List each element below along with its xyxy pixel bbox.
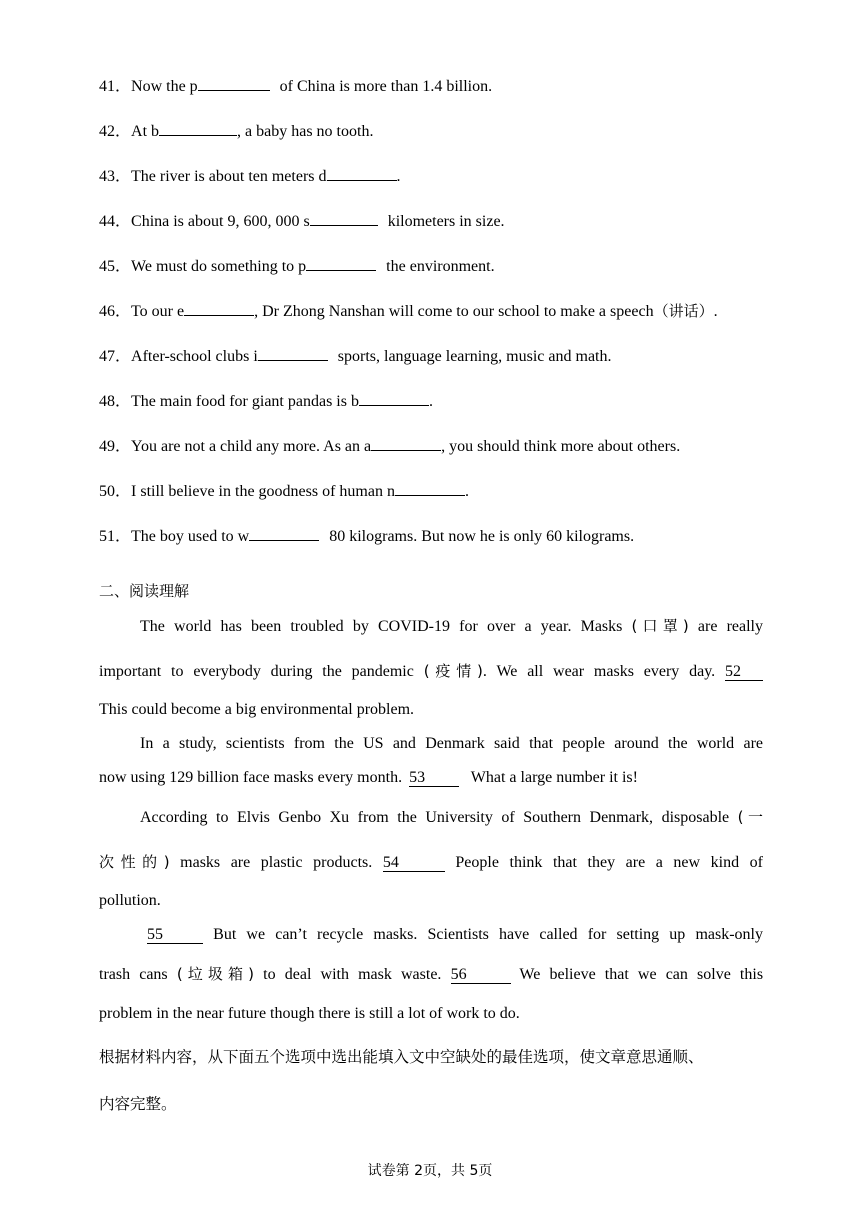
question-50	[99, 480, 469, 502]
question-text-before: The main food for giant pandas is b	[131, 393, 359, 410]
passage-p4-line1	[99, 925, 763, 945]
question-number: 42．	[99, 123, 132, 140]
question-number: 41．	[99, 78, 132, 95]
passage-text: What a large number it is!	[470, 769, 638, 786]
answer-blank[interactable]	[159, 120, 237, 136]
passage-p4-line2	[99, 964, 763, 985]
question-text-after: of China is more than 1.4 billion.	[275, 78, 493, 95]
passage-text: People think that they are a new kind of	[455, 854, 764, 871]
blank-56[interactable]: 56	[451, 966, 511, 984]
question-text-before: After-school clubs i	[131, 348, 258, 365]
chinese-gloss: (一	[737, 808, 764, 826]
passage-text: now using 129 billion face masks every month.	[99, 769, 403, 786]
passage-text: problem in the near future though there is still a lot of work to do.	[99, 1005, 520, 1022]
passage-text: . We all wear masks every day.	[482, 663, 716, 680]
question-42	[99, 120, 373, 142]
passage-text: important to everybody during the pandemic	[99, 663, 414, 680]
chinese-gloss: (垃圾箱)	[176, 965, 255, 983]
question-44	[99, 210, 505, 232]
passage-p1-line1	[99, 616, 763, 637]
passage-text: masks are plastic products.	[180, 854, 373, 871]
chinese-gloss: (口罩)	[631, 617, 689, 635]
question-number: 51．	[99, 528, 132, 545]
question-text-before: We must do something to p	[131, 258, 307, 275]
question-number: 48．	[99, 393, 132, 410]
passage-p4-line3	[99, 1004, 763, 1024]
chinese-gloss: (疫情)	[423, 662, 483, 680]
question-49	[99, 435, 680, 457]
answer-blank[interactable]	[258, 345, 328, 361]
question-41	[99, 75, 492, 97]
answer-blank[interactable]	[359, 390, 429, 406]
passage-text: to deal with mask waste.	[263, 966, 442, 983]
question-text-before: The boy used to w	[131, 528, 250, 545]
answer-blank[interactable]	[184, 300, 254, 316]
blank-55[interactable]: 55	[147, 926, 203, 944]
question-number: 43．	[99, 168, 132, 185]
question-number: 50．	[99, 483, 132, 500]
passage-p1-line3	[99, 700, 763, 720]
instruction-line2: 内容完整。	[99, 1095, 177, 1113]
question-text-after: .	[428, 393, 433, 410]
blank-52[interactable]: 52	[725, 663, 763, 681]
question-number: 47．	[99, 348, 132, 365]
passage-p2-line1	[99, 734, 763, 754]
passage-text: In a study, scientists from the US and Denmark said that people around the world are	[140, 735, 763, 752]
question-43	[99, 165, 401, 187]
passage-text: trash cans	[99, 966, 168, 983]
question-45	[99, 255, 495, 277]
question-number: 49．	[99, 438, 132, 455]
page-footer: 试卷第 2页，共 5页	[367, 1163, 493, 1179]
question-text-after: , you should think more about others.	[441, 438, 681, 455]
question-text-after: 80 kilograms. But now he is only 60 kilograms.	[325, 528, 635, 545]
passage-text: pollution.	[99, 892, 161, 909]
question-text-after: , Dr Zhong Nanshan will come to our school to make a speech	[254, 303, 654, 320]
answer-blank[interactable]	[306, 255, 376, 271]
passage-text: This could become a big environmental problem.	[99, 701, 415, 718]
answer-blank[interactable]	[249, 525, 319, 541]
question-text-before: To our e	[131, 303, 185, 320]
passage-text: The world has been troubled by COVID-19 for over a year. Masks	[140, 618, 623, 635]
blank-54[interactable]: 54	[383, 854, 445, 872]
question-text-before: At b	[131, 123, 160, 140]
passage-p2-line2	[99, 768, 763, 788]
passage-p1-line2	[99, 661, 763, 682]
question-text-before: You are not a child any more. As an a	[131, 438, 372, 455]
blank-53[interactable]: 53	[409, 769, 459, 787]
answer-blank[interactable]	[327, 165, 397, 181]
instruction-line1: 根据材料内容，从下面五个选项中选出能填入文中空缺处的最佳选项，使文章意思通顺、	[99, 1048, 704, 1066]
question-48	[99, 390, 433, 412]
passage-text: According to Elvis Genbo Xu from the University of Southern Denmark, disposable	[140, 809, 730, 826]
answer-blank[interactable]	[371, 435, 441, 451]
question-51	[99, 525, 634, 547]
question-text-after: .	[396, 168, 401, 185]
passage-p3-line3	[99, 891, 763, 911]
answer-blank[interactable]	[198, 75, 270, 91]
passage-p3-line1	[99, 807, 763, 828]
section-title: 二、阅读理解	[99, 582, 190, 600]
question-number: 45．	[99, 258, 132, 275]
question-text-before: Now the p	[131, 78, 198, 95]
question-46	[99, 300, 718, 322]
passage-text: We believe that we can solve this	[519, 966, 764, 983]
question-47	[99, 345, 612, 367]
chinese-gloss: 次性的)	[99, 853, 170, 871]
question-text-after: , a baby has no tooth.	[237, 123, 374, 140]
question-text-before: I still believe in the goodness of human n	[131, 483, 395, 500]
passage-text: But we can’t recycle masks. Scientists have called for setting up mask-only	[213, 926, 764, 943]
question-text-tail: .	[713, 303, 718, 320]
passage-p3-line2	[99, 852, 763, 873]
question-text-before: The river is about ten meters d	[131, 168, 327, 185]
answer-blank[interactable]	[310, 210, 378, 226]
question-text-before: China is about 9, 600, 000 s	[131, 213, 310, 230]
question-text-after: sports, language learning, music and math.	[333, 348, 612, 365]
passage-text: are really	[697, 618, 763, 635]
answer-blank[interactable]	[395, 480, 465, 496]
question-text-after: .	[464, 483, 469, 500]
question-number: 46．	[99, 303, 132, 320]
question-text-after: kilometers in size.	[383, 213, 505, 230]
question-number: 44．	[99, 213, 132, 230]
question-text-after: the environment.	[382, 258, 495, 275]
chinese-gloss: （讲话）	[653, 302, 714, 320]
